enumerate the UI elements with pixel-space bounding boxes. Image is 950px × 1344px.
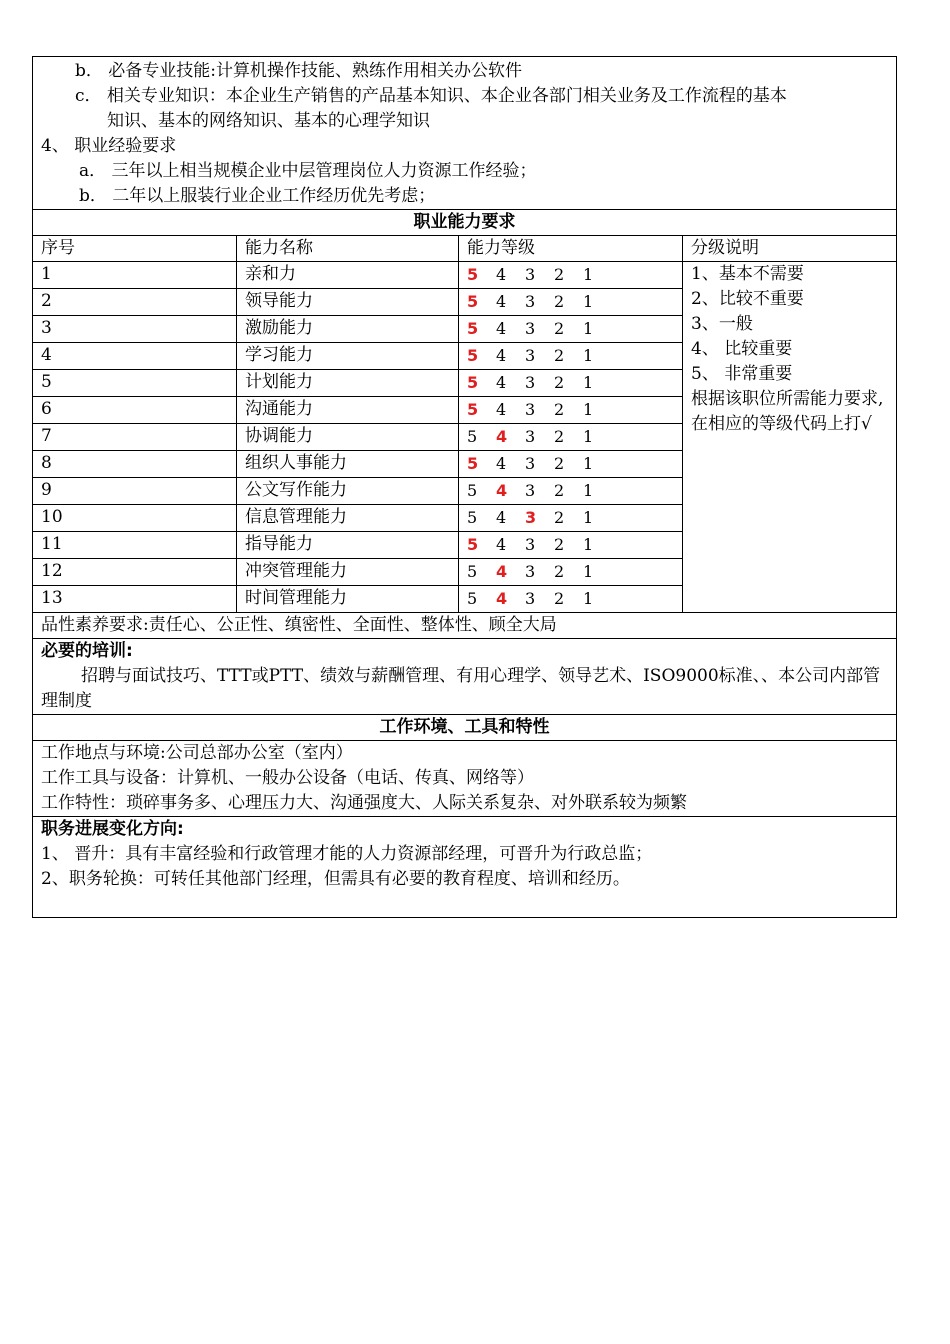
- level-digit: 1: [583, 373, 594, 392]
- level-digit-selected: 5: [467, 535, 479, 554]
- level-digit: 1: [583, 535, 594, 554]
- level-digit: 4: [496, 319, 507, 338]
- level-digit: 2: [554, 481, 565, 500]
- ability-level: [459, 289, 683, 316]
- career-title: 职务进展变化方向:: [41, 819, 184, 839]
- level-digit: 1: [583, 427, 594, 446]
- experience-b: b． 二年以上服装行业企业工作经历优先考虑；: [79, 186, 436, 206]
- level-note: 5、 非常重要: [691, 364, 793, 384]
- level-digit: 4: [496, 400, 507, 419]
- ability-name: 激励能力: [237, 316, 459, 343]
- ability-no: 11: [33, 532, 237, 559]
- ability-name: 信息管理能力: [237, 505, 459, 532]
- skills-block: [33, 57, 897, 210]
- level-digit: 2: [554, 535, 565, 554]
- ability-level: [459, 370, 683, 397]
- level-digit: 4: [496, 373, 507, 392]
- level-digit: 1: [583, 292, 594, 311]
- ability-level: [459, 478, 683, 505]
- level-digit: 2: [554, 589, 565, 608]
- level-digit: 4: [496, 454, 507, 473]
- level-digit: 2: [554, 346, 565, 365]
- ability-level: [459, 532, 683, 559]
- level-digit: 3: [525, 319, 536, 338]
- ability-name: 时间管理能力: [237, 586, 459, 613]
- level-digit: 2: [554, 562, 565, 581]
- level-digit: 1: [583, 265, 594, 284]
- ability-name: 沟通能力: [237, 397, 459, 424]
- ability-no: 1: [33, 262, 237, 289]
- level-digit-selected: 5: [467, 265, 479, 284]
- level-digit: 3: [525, 589, 536, 608]
- level-digit: 2: [554, 508, 565, 527]
- ability-level: [459, 316, 683, 343]
- level-digit-selected: 5: [467, 346, 479, 365]
- ability-level: [459, 505, 683, 532]
- career-promotion: 1、 晋升：具有丰富经验和行政管理才能的人力资源部经理，可晋升为行政总监；: [41, 844, 653, 864]
- training-block: [33, 639, 897, 715]
- level-digit-selected: 4: [496, 427, 508, 446]
- level-digit: 2: [554, 427, 565, 446]
- level-digit: 4: [496, 346, 507, 365]
- level-digit-selected: 3: [525, 508, 537, 527]
- ability-no: 3: [33, 316, 237, 343]
- skill-line-c2: 知识、基本的网络知识、基本的心理学知识: [107, 111, 430, 131]
- ability-row: [33, 262, 897, 289]
- level-digit: 2: [554, 265, 565, 284]
- level-digit: 1: [583, 454, 594, 473]
- level-note: 1、基本不需要: [691, 264, 804, 284]
- ability-level: [459, 451, 683, 478]
- level-digit: 3: [525, 400, 536, 419]
- ability-no: 9: [33, 478, 237, 505]
- level-digit: 4: [496, 508, 507, 527]
- level-digit: 3: [525, 292, 536, 311]
- level-digit: 2: [554, 319, 565, 338]
- level-digit: 5: [467, 562, 478, 581]
- level-digit: 4: [496, 292, 507, 311]
- ability-name: 公文写作能力: [237, 478, 459, 505]
- quality-requirements: 品性素养要求:责任心、公正性、缜密性、全面性、整体性、顾全大局: [33, 613, 897, 639]
- level-digit: 3: [525, 562, 536, 581]
- level-digit: 5: [467, 589, 478, 608]
- ability-no: 2: [33, 289, 237, 316]
- level-digit: 1: [583, 400, 594, 419]
- environment-block: [33, 741, 897, 817]
- level-digit: 1: [583, 319, 594, 338]
- ability-name: 组织人事能力: [237, 451, 459, 478]
- experience-a: a． 三年以上相当规模企业中层管理岗位人力资源工作经验；: [79, 161, 537, 181]
- ability-name: 领导能力: [237, 289, 459, 316]
- environment-section-title: 工作环境、工具和特性: [33, 715, 897, 741]
- ability-no: 10: [33, 505, 237, 532]
- level-digit: 2: [554, 373, 565, 392]
- header-name: 能力名称: [237, 236, 459, 262]
- level-digit: 2: [554, 292, 565, 311]
- level-digit-selected: 5: [467, 373, 479, 392]
- header-level: 能力等级: [459, 236, 683, 262]
- level-digit: 3: [525, 427, 536, 446]
- level-digit: 4: [496, 535, 507, 554]
- work-location: 工作地点与环境:公司总部办公室（室内）: [41, 743, 353, 763]
- level-note: 3、一般: [691, 314, 753, 334]
- level-digit: 5: [467, 427, 478, 446]
- level-digit-selected: 5: [467, 400, 479, 419]
- ability-name: 学习能力: [237, 343, 459, 370]
- level-digit: 1: [583, 481, 594, 500]
- level-digit: 2: [554, 400, 565, 419]
- level-digit: 3: [525, 265, 536, 284]
- ability-level: [459, 262, 683, 289]
- job-description-table: [32, 56, 897, 918]
- ability-name: 指导能力: [237, 532, 459, 559]
- level-digit-selected: 5: [467, 454, 479, 473]
- level-digit-selected: 4: [496, 562, 508, 581]
- level-digit: 1: [583, 562, 594, 581]
- ability-no: 4: [33, 343, 237, 370]
- training-title: 必要的培训:: [41, 641, 133, 661]
- ability-level: [459, 586, 683, 613]
- skill-line-c1: c． 相关专业知识：本企业生产销售的产品基本知识、本企业各部门相关业务及工作流程的基本: [75, 86, 787, 106]
- experience-title: 4、 职业经验要求: [41, 136, 177, 156]
- level-digit: 5: [467, 481, 478, 500]
- level-digit: 3: [525, 481, 536, 500]
- ability-no: 8: [33, 451, 237, 478]
- skill-line-b: b． 必备专业技能:计算机操作技能、熟练作用相关办公软件: [75, 61, 523, 81]
- ability-name: 计划能力: [237, 370, 459, 397]
- level-digit: 1: [583, 589, 594, 608]
- ability-no: 7: [33, 424, 237, 451]
- ability-section-title: 职业能力要求: [33, 210, 897, 236]
- level-digit: 3: [525, 535, 536, 554]
- level-digit: 2: [554, 454, 565, 473]
- level-notes: [683, 262, 897, 613]
- ability-level: [459, 424, 683, 451]
- ability-level: [459, 343, 683, 370]
- ability-no: 13: [33, 586, 237, 613]
- level-digit: 1: [583, 508, 594, 527]
- ability-no: 6: [33, 397, 237, 424]
- career-rotation: 2、职务轮换：可转任其他部门经理，但需具有必要的教育程度、培训和经历。: [41, 869, 630, 889]
- ability-name: 协调能力: [237, 424, 459, 451]
- level-digit: 3: [525, 346, 536, 365]
- work-traits: 工作特性：琐碎事务多、心理压力大、沟通强度大、人际关系复杂、对外联系较为频繁: [41, 793, 687, 813]
- work-tools: 工作工具与设备：计算机、一般办公设备（电话、传真、网络等）: [41, 768, 534, 788]
- level-digit: 1: [583, 346, 594, 365]
- level-note: 2、比较不重要: [691, 289, 804, 309]
- level-digit: 5: [467, 508, 478, 527]
- ability-level: [459, 559, 683, 586]
- ability-level: [459, 397, 683, 424]
- level-digit-selected: 4: [496, 589, 508, 608]
- level-digit-selected: 4: [496, 481, 508, 500]
- header-no: 序号: [33, 236, 237, 262]
- header-notes: 分级说明: [683, 236, 897, 262]
- level-digit-selected: 5: [467, 319, 479, 338]
- level-digit: 3: [525, 454, 536, 473]
- training-body: 招聘与面试技巧、TTT或PTT、绩效与薪酬管理、有用心理学、领导艺术、ISO9000标准、、本公司内部管理制度: [41, 666, 881, 711]
- level-digit: 4: [496, 265, 507, 284]
- ability-no: 12: [33, 559, 237, 586]
- ability-no: 5: [33, 370, 237, 397]
- career-block: [33, 817, 897, 918]
- level-notes-instruction: 根据该职位所需能力要求,在相应的等级代码上打√: [691, 389, 884, 434]
- level-digit-selected: 5: [467, 292, 479, 311]
- ability-rows: [33, 262, 897, 613]
- ability-name: 冲突管理能力: [237, 559, 459, 586]
- level-note: 4、 比较重要: [691, 339, 793, 359]
- level-digit: 3: [525, 373, 536, 392]
- ability-header-row: [33, 236, 897, 262]
- ability-name: 亲和力: [237, 262, 459, 289]
